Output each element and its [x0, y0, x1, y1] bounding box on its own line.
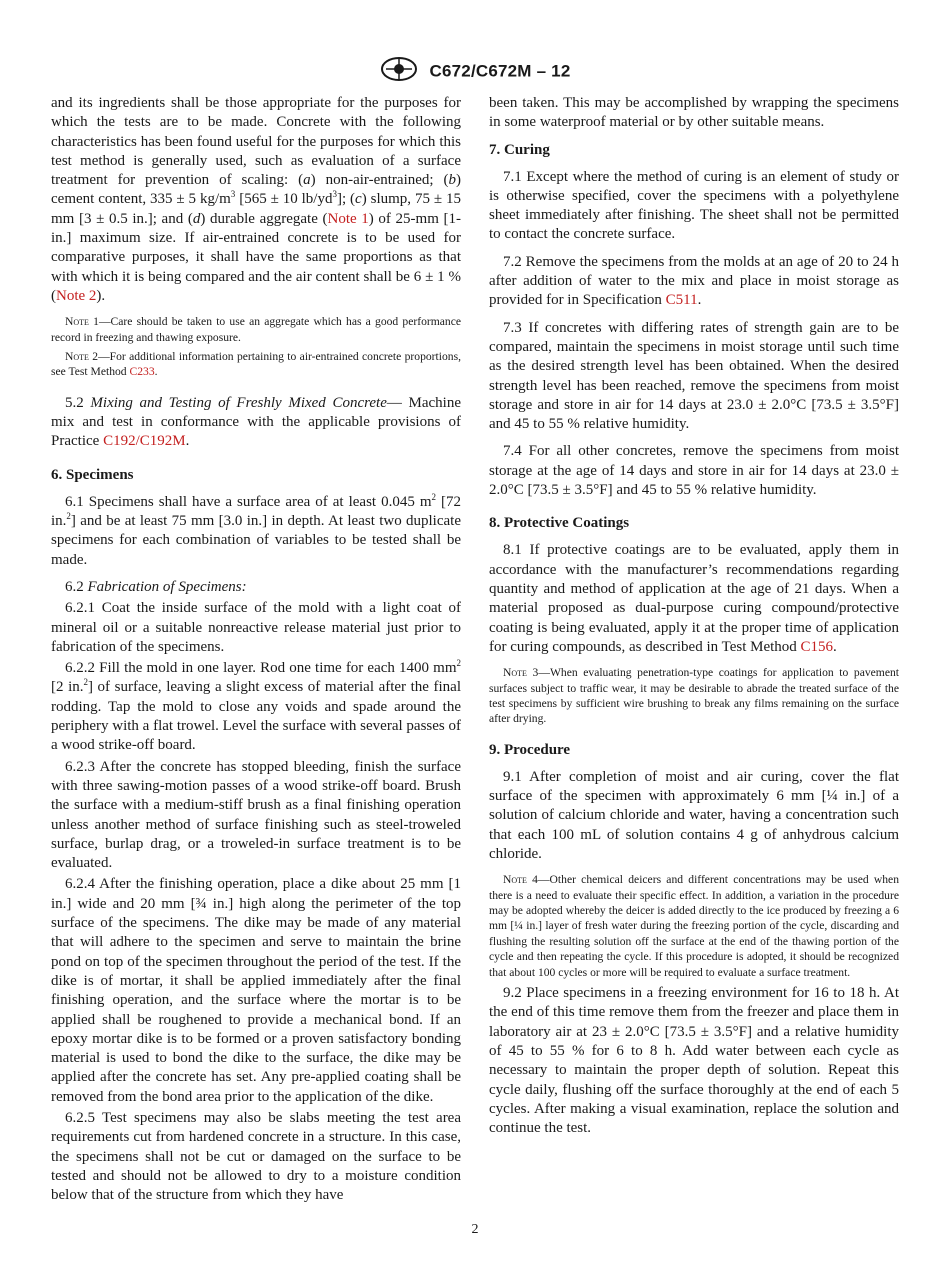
page-number: 2 [471, 1222, 479, 1237]
intro-paragraph: and its ingredients shall be those appropriate for the purposes for which the tests are to be made. Concrete with the following characteristics has been found useful for the purposes for which this test method is generally used, such as evaluation of a surface treatment for prevention of scaling: (a) non-air-entrained; (b) cement content, 335 ± 5 $kg/m^3$ [565 ± 10 $lb/yd^3$]; (c) slump, 75 ± 15 mm [3 ± 0.5 in.]; and (d) durable aggregate (Note 1) of 25-mm [1-in.] maximum size. If air-entrained concrete is to be used for comparative purposes, it shall have the same proportions as that with which it is being compared and the air content shall be 6 ± 1 % (Note 2). [51, 95, 462, 304]
section-8-1: 8.1 If protective coatings are to be evaluated, apply them in accordance with the manufacturer’s recommendations regarding quantity and method of application at the age of 21 days. When a material proposed as dual-purpose curing compound/protective coating is being evaluated, apply it at the proper time of application for curing compounds, as described in Test Method C156. [489, 542, 899, 655]
section-9-2: 9.2 Place specimens in a freezing environment for 16 to 18 h. At the end of this time remove them from the freezer and place them in laboratory air at 23 ± 2.0°C [73.5 ± 3.5°F] and a relative humidity of 45 to 55 % for 6 to 8 h. Add water between each cycle as necessary to maintain the proper depth of solution. Repeat this cycle daily, flushing off the surface thoroughly at the end of each 5 cycles. After making a visual examination, replace the solution and continue the test. [489, 985, 899, 1137]
section-6-1: 6.1 Specimens shall have a surface area of at least 0.045 $m^2$ [72 in.$^2$] and be at least 75 mm [3.0 in.] in depth. At least two duplicate specimens for each combination of variables to be tested shall be made. [51, 491, 461, 568]
section-9-heading: 9. Procedure [489, 741, 571, 758]
section-8-heading: 8. Protective Coatings [489, 515, 630, 532]
section-6-heading: 6. Specimens [51, 466, 134, 483]
section-6-2-3: 6.2.3 After the concrete has stopped bleeding, finish the surface with three sawing-motion passes of a wood strike-off board. Brush the surface with a medium-stiff brush as a final finishing operation unless another method of surface finishing such as steel-troweled surface, burlap drag, or a troweled-in surface treatment is to be evaluated. [51, 758, 461, 872]
left-column [51, 94, 461, 1213]
section-6-2-1: 6.2.1 Coat the inside surface of the mold with a light coat of mineral oil or a suitable nonreactive release material just prior to fabrication of the specimens. [51, 600, 461, 655]
note-3: Note 3—When evaluating penetration-type coatings for application to pavement surfaces subject to traffic wear, it may be desirable to abrade the treated surface of the test specimens by sufficient wire brushing to break any films remaining on the surface after drying. [489, 666, 899, 726]
section-7-3: 7.3 If concretes with differing rates of strength gain are to be compared, maintain the specimens in moist storage until such time as the desired strength level has been obtained. When the desired strength level has been reached, remove the specimens from moist storage and store in air for 14 days at 23.0 ± 2.0°C [73.5 ± 3.5°F] and 45 to 55 % relative humidity. [489, 319, 899, 433]
section-6-2-2: 6.2.2 Fill the mold in one layer. Rod one time for each 1400 $mm^2$ [2 in.$^2$] of surface, leaving a slight excess of material after the final rodding. Tap the mold to close any voids and spade around the periphery with a flat trowel. Level the surface with several passes of a wood strike-off board. [51, 658, 461, 754]
section-6-2-5-continued: been taken. This may be accomplished by wrapping the specimens in some waterproof material or by other suitable means. [489, 95, 899, 131]
note-2: Note 2—For additional information pertaining to air-entrained concrete proportions, see Test Method C233. [51, 350, 461, 379]
c192m-link[interactable]: C192M [139, 433, 186, 450]
astm-logo-icon [380, 56, 418, 87]
c192-link[interactable]: C192 [103, 433, 136, 450]
section-6-2: 6.2 Fabrication of Specimens: [65, 578, 247, 595]
section-5-2: 5.2 Mixing and Testing of Freshly Mixed Concrete— Machine mix and test in conformance with the applicable provisions of Practice C192/C192M. [51, 394, 462, 450]
page-header [0, 56, 950, 87]
section-7-4: 7.4 For all other concretes, remove the specimens from moist storage at the age of 14 days and store in air for 14 days at 23.0 ± 2.0°C [73.5 ± 3.5°F] and 45 to 55 % relative humidity. [489, 443, 899, 499]
section-7-heading: 7. Curing [489, 141, 550, 158]
c156-link[interactable]: C156 [800, 638, 834, 655]
note-2-link[interactable]: Note 2 [56, 287, 97, 304]
section-6-2-4: 6.2.4 After the finishing operation, place a dike about 25 mm [1 in.] wide and 20 mm [¾ in.] high along the perimeter of the top surface of the specimens. The dike may be made of any material that will adhere to the specimen and serve to maintain the brine pond on top of the specimen throughout the period of the test. If the dike is of mortar, it shall be applied immediately after the final finishing operation, and the surface where the mortar is to be applied shall be roughened to provide a mechanical bond. If an epoxy mortar dike is to be formed or a proven satisfactory bonding material is used to bond the dike to the surface, the dike may be applied after the concrete has set. Any pre-applied coating shall be removed from the bond area prior to the application of the dike. [51, 876, 461, 1105]
right-column [489, 94, 899, 1146]
section-6-2-5: 6.2.5 Test specimens may also be slabs meeting the test area requirements cut from hardened concrete in a structure. In this case, the specimens shall not be cut or damaged on the surface to be tested and should not be allowed to dry to a moisture condition below that of the structure from which they have [51, 1109, 461, 1204]
note-4: Note 4—Other chemical deicers and different concentrations may be used when there is a need to evaluate their specific effect. In addition, a variation in the procedure may be adopted whereby the deicer is added directly to the ice produced by freezing a 6 mm [¼ in.] layer of fresh water during the freezing portion of the cycle, discarding and flushing the resulting solution off the surface at the end of the thawing portion of the cycle and then repeating the cycle. If this procedure is adopted, it should be recognized that about 100 cycles or more will be required to evaluate a surface treatment. [489, 873, 899, 979]
standard-designation: C672/C672M – 12 [429, 61, 571, 81]
section-7-2: 7.2 Remove the specimens from the molds at an age of 20 to 24 h after addition of water to the mix and place in moist storage as provided for in Specification C511. [489, 253, 899, 309]
c233-link[interactable]: C233 [129, 365, 155, 379]
c511-link[interactable]: C511 [665, 292, 698, 309]
note-1: Note 1—Care should be taken to use an aggregate which has a good performance record in freezing and thawing exposure. [51, 315, 461, 344]
section-9-1: 9.1 After completion of moist and air curing, cover the flat surface of the specimen with approximately 6 mm [¼ in.] of a solution of calcium chloride and water, having a concentration such that each 100 mL of solution contains 4 g of anhydrous calcium chloride. [489, 768, 899, 862]
note-1-link[interactable]: Note 1 [327, 210, 369, 227]
section-7-1: 7.1 Except where the method of curing is an element of study or is otherwise specified, cover the specimens with a polyethylene sheet immediately after finishing. The sheet shall not be permitted to contact the concrete surface. [489, 168, 899, 243]
